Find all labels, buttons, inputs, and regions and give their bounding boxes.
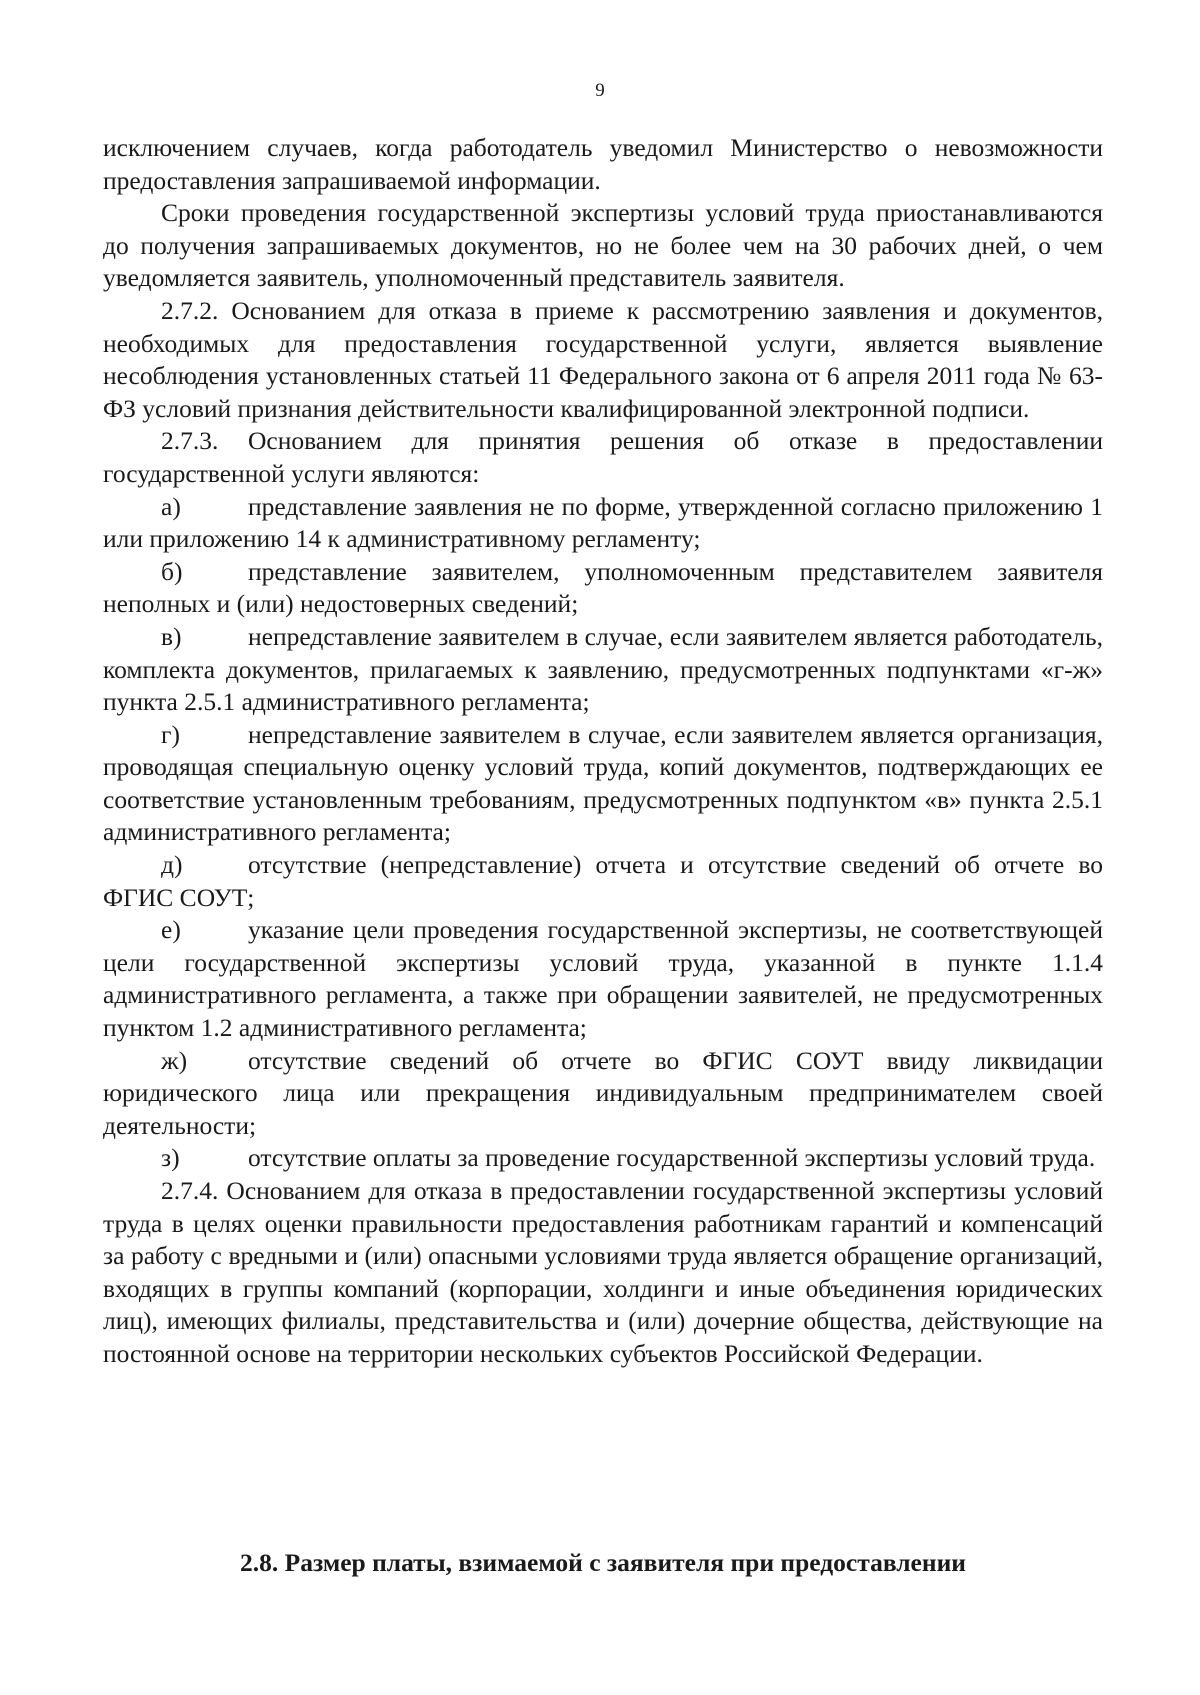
list-item-label: г) — [161, 719, 180, 749]
paragraph-continuation: исключением случаев, когда работодатель уведомил Министерство о невозможности предоставления запрашиваемой информации. — [103, 133, 1103, 195]
list-item-label: д) — [161, 850, 183, 880]
paragraph-2-7-2: 2.7.2. Основанием для отказа в приеме к рассмотрению заявления и документов, необходимых для предоставления государственной услуги, является выявление несоблюдения установленных статьей 11 Федерального закона от 6 апреля 2011 года № 63-ФЗ условий признания действительности квалифицированной электронной подписи. — [103, 295, 1103, 423]
list-item-text: непредставление заявителем в случае, если заявителем является работодатель, комплекта документов, прилагаемых к заявлению, предусмотренных подпунктами «г-ж» пункта 2.5.1 административного регламента; — [103, 621, 1103, 717]
list-item-d — [103, 849, 1103, 914]
page-number: 9 — [595, 80, 605, 101]
paragraph-2-7-4: 2.7.4. Основанием для отказа в предоставлении государственной экспертизы условий труда в целях оценки правильности предоставления работникам гарантий и компенсаций за работу с вредными и (или) опасными условиями труда является обращение организаций, входящих в группы компаний (корпорации, холдинги и иные объединения юридических лиц), имеющих филиалы, представительства и (или) дочерние общества, действующие на постоянной основе на территории нескольких субъектов Российской Федерации. — [103, 1176, 1103, 1368]
section-heading-2-8: 2.8. Размер платы, взимаемой с заявителя при предоставлении — [240, 1548, 966, 1577]
list-item-a — [103, 491, 1103, 556]
list-item-label: а) — [161, 491, 181, 521]
list-item-label: з) — [161, 1143, 180, 1173]
list-item-text: непредставление заявителем в случае, если заявителем является организация, проводящая специальную оценку условий труда, копий документов, подтверждающих ее соответствие установленным требованиям, предусмотренных подпунктом «в» пункта 2.5.1 административного регламента; — [103, 719, 1103, 847]
list-item-text: представление заявления не по форме, утвержденной согласно приложению 1 или приложению 14 к административному регламенту; — [103, 491, 1103, 554]
list-item-zh — [103, 1045, 1103, 1143]
list-item-label: б) — [161, 556, 183, 586]
list-item-g — [103, 719, 1103, 849]
paragraph-suspension-terms: Сроки проведения государственной экспертизы условий труда приостанавливаются до получения запрашиваемых документов, но не более чем на 30 рабочих дней, о чем уведомляется заявитель, уполномоченный представитель заявителя. — [103, 198, 1103, 293]
list-item-text: отсутствие (непредставление) отчета и отсутствие сведений об отчете во ФГИС СОУТ; — [103, 850, 1103, 912]
paragraph-2-7-3: 2.7.3. Основанием для принятия решения об отказе в предоставлении государственной услуги являются: — [103, 426, 1103, 488]
document-body — [103, 132, 1103, 1371]
list-item-e — [103, 914, 1103, 1044]
list-item-label: в) — [161, 621, 182, 651]
list-item-b — [103, 556, 1103, 621]
list-item-label: ж) — [161, 1045, 188, 1075]
list-item-label: е) — [161, 915, 181, 945]
list-item-z — [103, 1142, 1103, 1175]
list-item-text: отсутствие сведений об отчете во ФГИС СОУТ ввиду ликвидации юридического лица или прекращения индивидуальным предпринимателем своей деятельности; — [103, 1045, 1103, 1140]
list-item-text: отсутствие оплаты за проведение государственной экспертизы условий труда. — [248, 1143, 1096, 1173]
list-item-text: указание цели проведения государственной экспертизы, не соответствующей цели государственной экспертизы условий труда, указанной в пункте 1.1.4 административного регламента, а также при обращении заявителей, не предусмотренных пунктом 1.2 административного регламента; — [103, 915, 1103, 1043]
list-item-v — [103, 621, 1103, 719]
list-item-text: представление заявителем, уполномоченным представителем заявителя неполных и (или) недостоверных сведений; — [103, 556, 1103, 619]
